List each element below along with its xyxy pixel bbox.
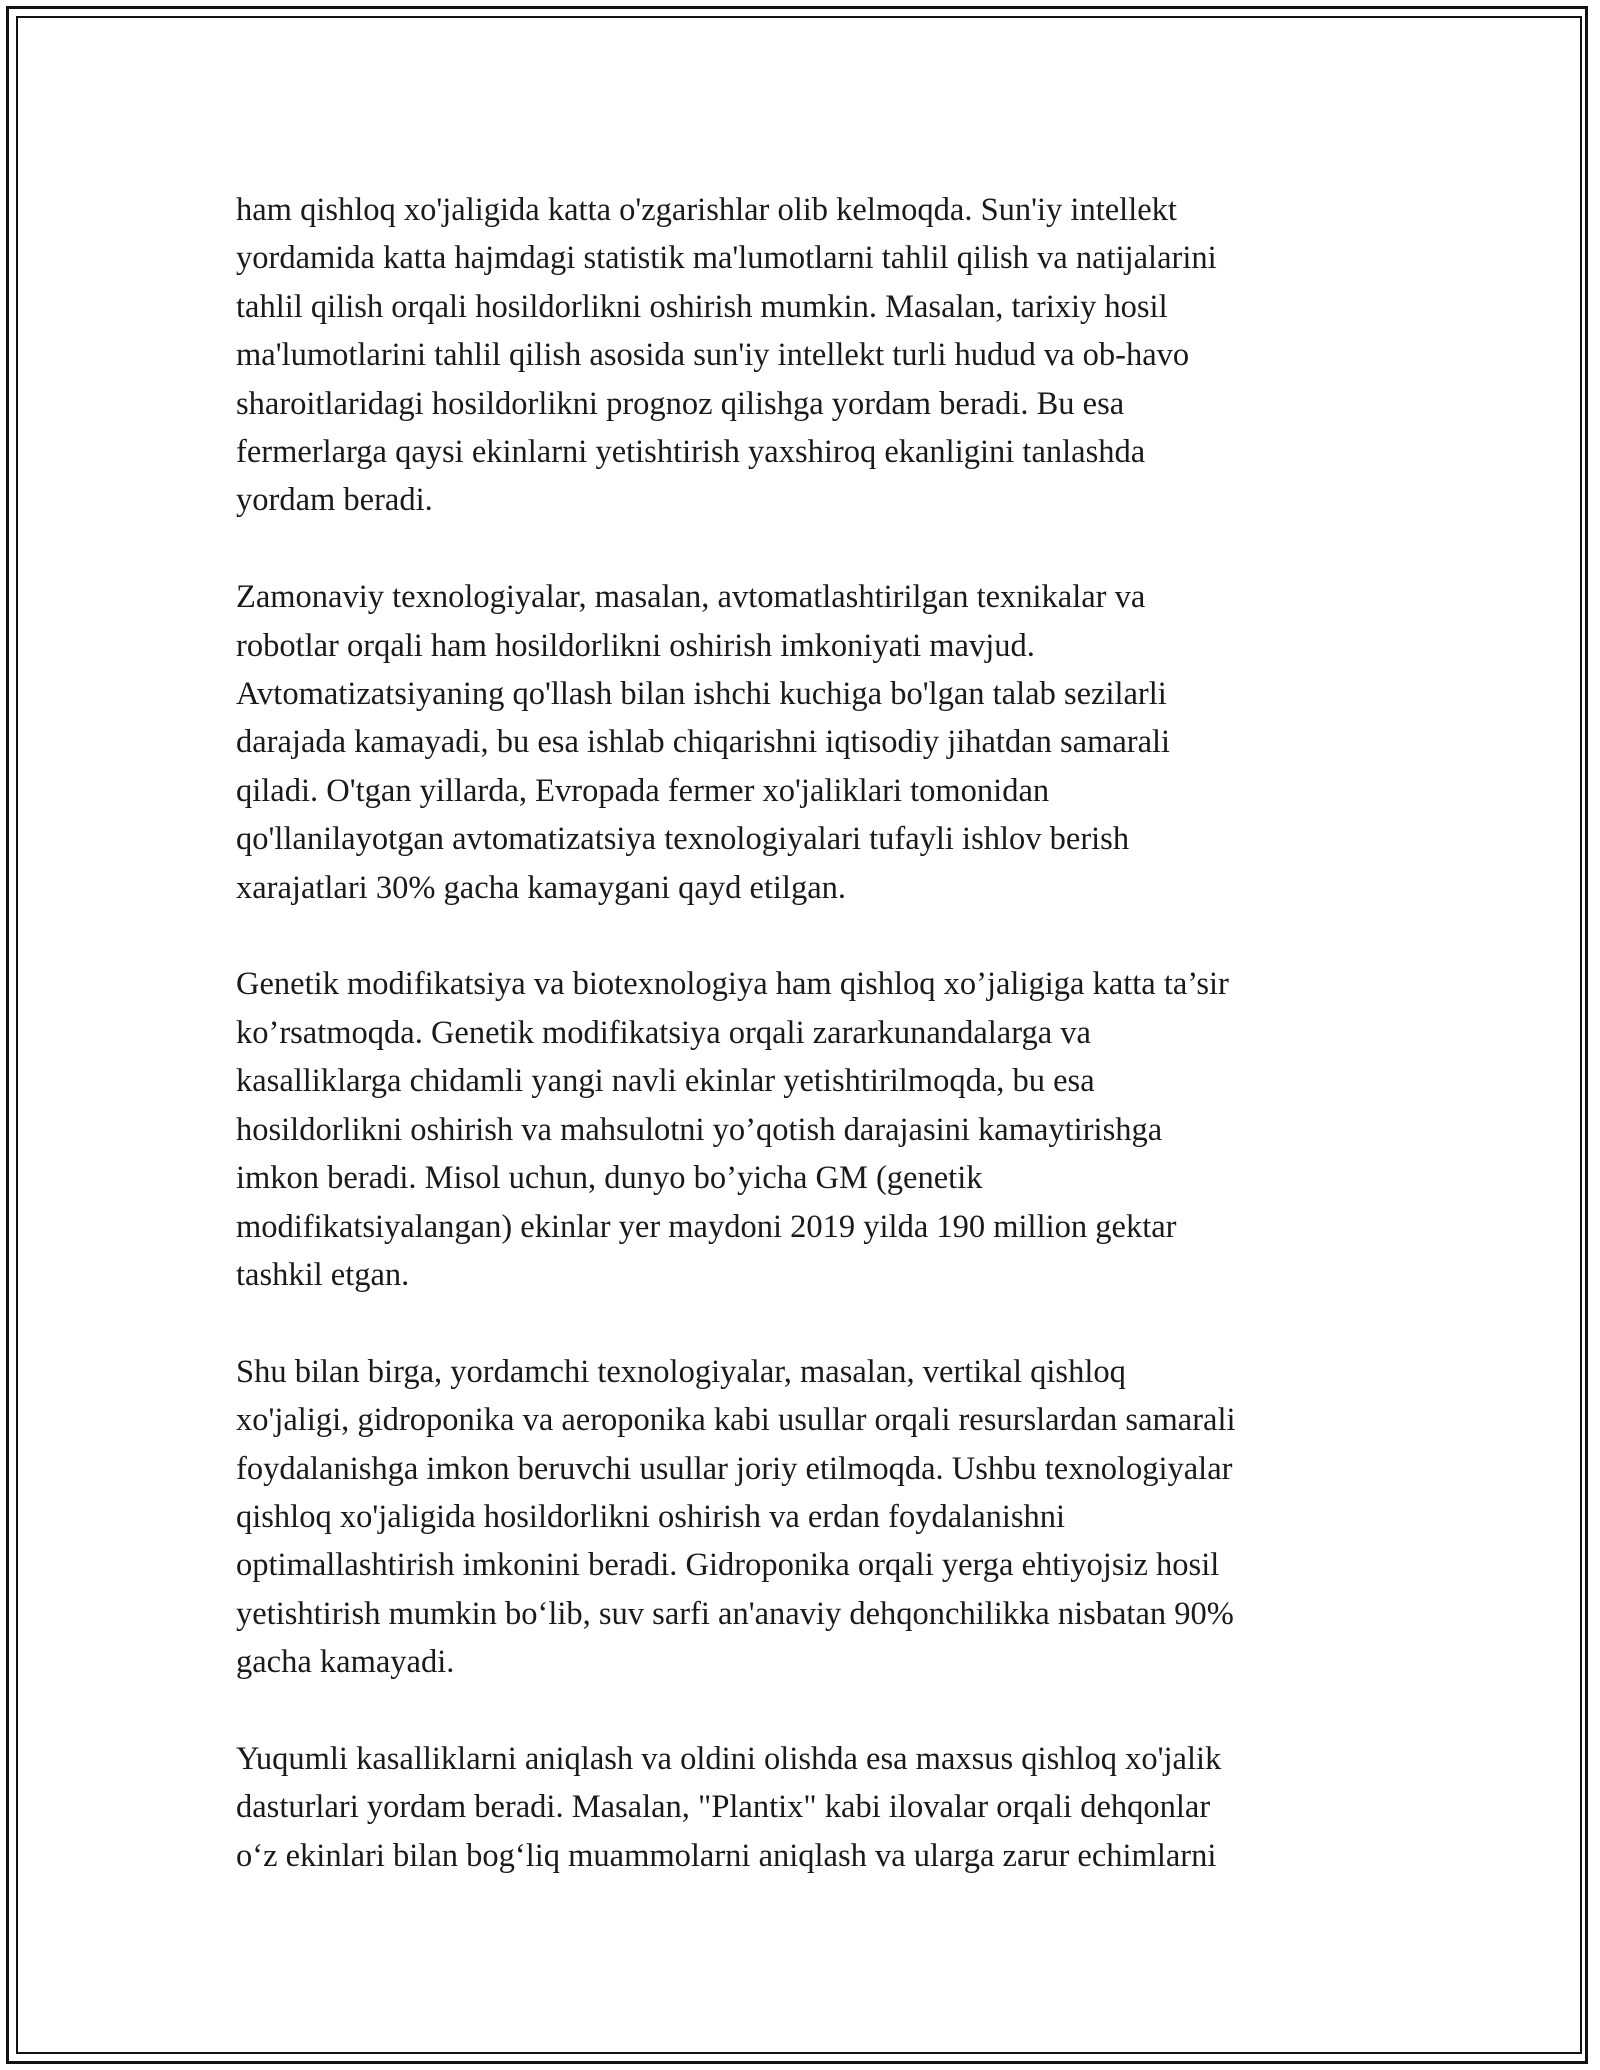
- text-line: darajada kamayadi, bu esa ishlab chiqarishni iqtisodiy jihatdan samarali: [236, 724, 1171, 761]
- text-line: xo'jaligi, gidroponika va aeroponika kabi usullar orqali resurslardan samarali: [236, 1402, 1236, 1439]
- text-line: optimallashtirish imkonini beradi. Gidroponika orqali yerga ehtiyojsiz hosil: [236, 1547, 1220, 1584]
- text-line: qiladi. O'tgan yillarda, Evropada fermer xo'jaliklari tomonidan: [236, 772, 1050, 809]
- text-line: yordamida katta hajmdagi statistik ma'lumotlarni tahlil qilish va natijalarini: [236, 240, 1217, 277]
- paragraph-genetic-modification: [236, 960, 1376, 1299]
- text-line: ma'lumotlarini tahlil qilish asosida sun'iy intellekt turli hudud va ob-havo: [236, 337, 1190, 374]
- paragraph-automation: [236, 573, 1376, 912]
- text-line: Shu bilan birga, yordamchi texnologiyalar, masalan, vertikal qishloq: [236, 1353, 1126, 1390]
- text-line: o‘z ekinlari bilan bog‘liq muammolarni aniqlash va ularga zarur echimlarni: [236, 1837, 1217, 1874]
- text-line: fermerlarga qaysi ekinlarni yetishtirish yaxshiroq ekanligini tanlashda: [236, 434, 1146, 471]
- text-line: ko’rsatmoqda. Genetik modifikatsiya orqali zararkunandalarga va: [236, 1014, 1091, 1051]
- text-line: hosildorlikni oshirish va mahsulotni yo’qotish darajasini kamaytirishga: [236, 1111, 1163, 1148]
- text-line: Yuqumli kasalliklarni aniqlash va oldini olishda esa maxsus qishloq xo'jalik: [236, 1740, 1222, 1777]
- text-line: ham qishloq xo'jaligida katta o'zgarishlar olib kelmoqda. Sun'iy intellekt: [236, 192, 1177, 228]
- text-line: robotlar orqali ham hosildorlikni oshirish imkoniyati mavjud.: [236, 627, 1035, 664]
- paragraph-vertical-farming: [236, 1348, 1376, 1687]
- text-line: Avtomatizatsiyaning qo'llash bilan ishchi kuchiga bo'lgan talab sezilarli: [236, 676, 1167, 713]
- paragraph-ai-yield: [236, 186, 1376, 525]
- text-line: yetishtirish mumkin bo‘lib, suv sarfi an'anaviy dehqonchilikka nisbatan 90%: [236, 1595, 1234, 1632]
- text-line: dasturlari yordam beradi. Masalan, "Plantix" kabi ilovalar orqali dehqonlar: [236, 1789, 1211, 1826]
- text-line: xarajatlari 30% gacha kamaygani qayd etilgan.: [236, 869, 847, 906]
- text-line: yordam beradi.: [236, 482, 433, 519]
- text-line: imkon beradi. Misol uchun, dunyo bo’yicha GM (genetik: [236, 1160, 983, 1197]
- text-line: Genetik modifikatsiya va biotexnologiya ham qishloq xo’jaligiga katta ta’sir: [236, 966, 1229, 1003]
- text-line: qo'llanilayotgan avtomatizatsiya texnologiyalari tufayli ishlov berish: [236, 821, 1130, 858]
- text-line: sharoitlaridagi hosildorlikni prognoz qilishga yordam beradi. Bu esa: [236, 385, 1125, 422]
- text-line: foydalanishga imkon beruvchi usullar joriy etilmoqda. Ushbu texnologiyalar: [236, 1450, 1233, 1487]
- document-body: [236, 186, 1376, 1929]
- text-line: tashkil etgan.: [236, 1256, 410, 1293]
- text-line: kasalliklarga chidamli yangi navli ekinlar yetishtirilmoqda, bu esa: [236, 1063, 1095, 1100]
- text-line: Zamonaviy texnologiyalar, masalan, avtomatlashtirilgan texnikalar va: [236, 579, 1146, 616]
- paragraph-disease-detection: [236, 1735, 1376, 1880]
- text-line: gacha kamayadi.: [236, 1644, 455, 1681]
- text-line: tahlil qilish orqali hosildorlikni oshirish mumkin. Masalan, tarixiy hosil: [236, 288, 1168, 325]
- text-line: qishloq xo'jaligida hosildorlikni oshirish va erdan foydalanishni: [236, 1498, 1066, 1535]
- text-line: modifikatsiyalangan) ekinlar yer maydoni 2019 yilda 190 million gektar: [236, 1208, 1177, 1245]
